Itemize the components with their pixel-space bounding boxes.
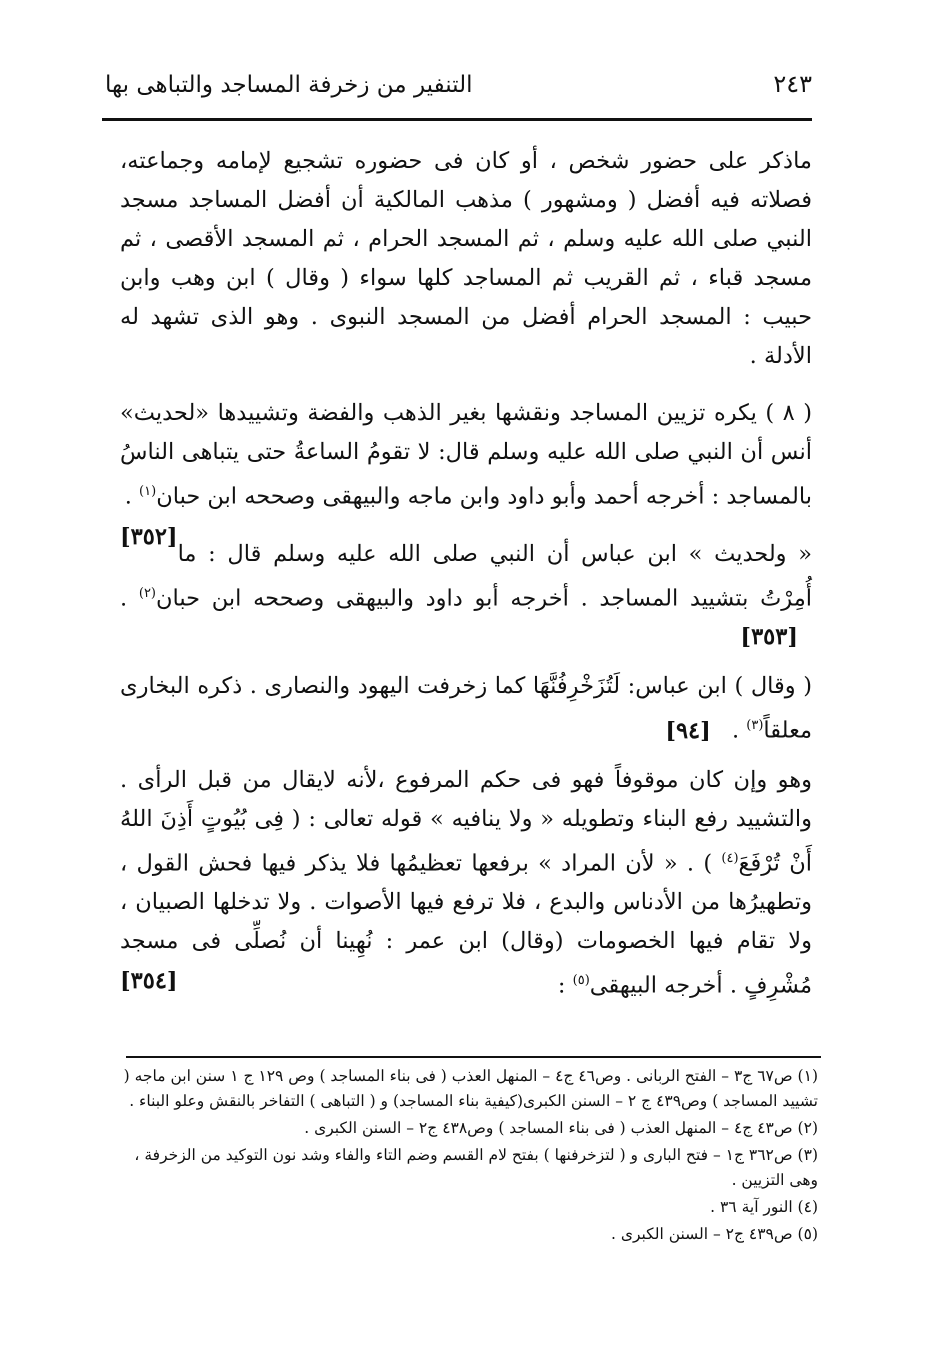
paragraph-5-end: :	[557, 972, 573, 999]
footnote-marker-3: (٣)	[746, 718, 764, 733]
paragraph-3	[120, 535, 812, 658]
footnote-separator	[126, 1056, 821, 1058]
footnote-marker-4: (٤)	[721, 850, 739, 866]
running-title: التنفير من زخرفة المساجد والتباهى بها	[105, 72, 473, 98]
footnotes	[120, 1064, 818, 1249]
main-text	[120, 142, 812, 1024]
page-number: ٢٤٣	[773, 70, 812, 98]
footnote-5: (٥) ص٤٣٩ ج٢ – السنن الكبرى .	[610, 1225, 818, 1243]
paragraph-4-text: ( وقال ) ابن عباس: لَتُزَخْرِفُنَّهَا كما زخرفت اليهود والنصارى . ذكره البخارى معلقاً	[120, 673, 812, 744]
footnote-2: (٢) ص٤٣ ج٤ – المنهل العذب ( فى بناء المساجد ) وص٤٣٨ ج٢ – السنن الكبرى .	[304, 1119, 818, 1137]
footnote-1: (١) ص٦٧ ج٣ – الفتح الربانى . وص٤٦ ج٤ – المنهل العذب ( فى بناء المساجد ) وص ١٢٩ ج ١ سنن ابن ماجه ( تشييد المساجد ) وص٤٣٩ ج ٢ – السنن الكبرى(كيفية بناء المساجد) و ( التباهى ) التفاخر بالنقش وعلو البناء .	[123, 1067, 818, 1110]
paragraph-5	[120, 761, 812, 1006]
paragraph-4-end: .	[731, 717, 747, 744]
hadith-ref-354: [٣٥٤]	[120, 968, 178, 994]
hadith-ref-353: [٣٥٣]	[740, 624, 798, 650]
paragraph-1: ماذكر على حضور شخص ، أو كان فى حضوره تشجيع لإمامه وجماعته، فصلاته فيه أفضل ( ومشهور ) مذهب المالكية أن أفضل المساجد مسجد النبي صلى الله عليه وسلم ، ثم المسجد الحرام ، ثم المسجد الأقصى ، ثم مسجد قباء ، ثم القريب ثم المساجد كلها سواء ( وقال ) ابن وهب وابن حبيب : المسجد الحرام أفضل من المسجد النبوى . وهو الذى تشهد له الأدلة .	[120, 148, 812, 369]
hadith-ref-94: [٩٤]	[665, 717, 711, 744]
paragraph-3-end: .	[120, 585, 139, 611]
header-rule	[102, 118, 812, 121]
paragraph-3-text: « ولحديث » ابن عباس أن النبي صلى الله عليه وسلم قال : ما أُمِرْتُ بتشييد المساجد . أخرجه أبو داود والبيهقى وصححه ابن حبان	[156, 540, 812, 611]
footnote-marker-2: (٢)	[138, 585, 156, 601]
paragraph-2-text: ( ٨ ) يكره تزيين المساجد ونقشها بغير الذهب والفضة وتشييدها «لحديث» أنس أن النبي صلى الله عليه وسلم قال: لا تقومُ الساعةُ حتى يتباهى الناسُ بالمساجد : أخرجه أحمد وأبو داود وابن ماجه والبيهقى وصححه ابن حبان	[120, 400, 812, 510]
paragraph-5-text-b: ) . « لأن المراد » برفعها تعظيمُها فلا يذكر فيها فحش القول ، وتطهيرُها من الأدناس والبدع ، فلا ترفع فيها الأصوات . ولا تدخلها الصبيان ، ولا تقام فيها الخصومات (وقال) ابن عمر : نُهِينا أن نُصلِّى فى مسجد مُشْرِفٍ . أخرجه البيهقى	[120, 850, 812, 999]
footnote-4: (٤) النور آية ٣٦ .	[710, 1198, 818, 1216]
page-header	[105, 52, 812, 98]
paragraph-4	[120, 667, 812, 751]
footnote-marker-5: (٥)	[572, 973, 590, 988]
paragraph-5-text-a: وهو وإن كان موقوفاً فهو فى حكم المرفوع ،لأنه لايقال من قبل الرأى . والتشييد رفع البناء وتطويله « ولا ينافيه » قوله تعالى : ( فِى بُيُوتٍ أَذِنَ اللهُ أَنْ تُرْفَعَ	[120, 766, 812, 876]
paragraph-2-end: .	[124, 483, 140, 510]
footnote-marker-1: (١)	[139, 484, 157, 499]
footnote-3: (٣) ص٣٦٢ ج١ – فتح البارى و ( لتزخرفنها ) بفتح لام القسم وضم التاء والفاء وشد نون التوكيد من الزخرفة ، وهى التزيين .	[134, 1146, 818, 1189]
paragraph-2	[120, 394, 812, 550]
hadith-ref-352: [٣٥٢]	[120, 523, 178, 550]
